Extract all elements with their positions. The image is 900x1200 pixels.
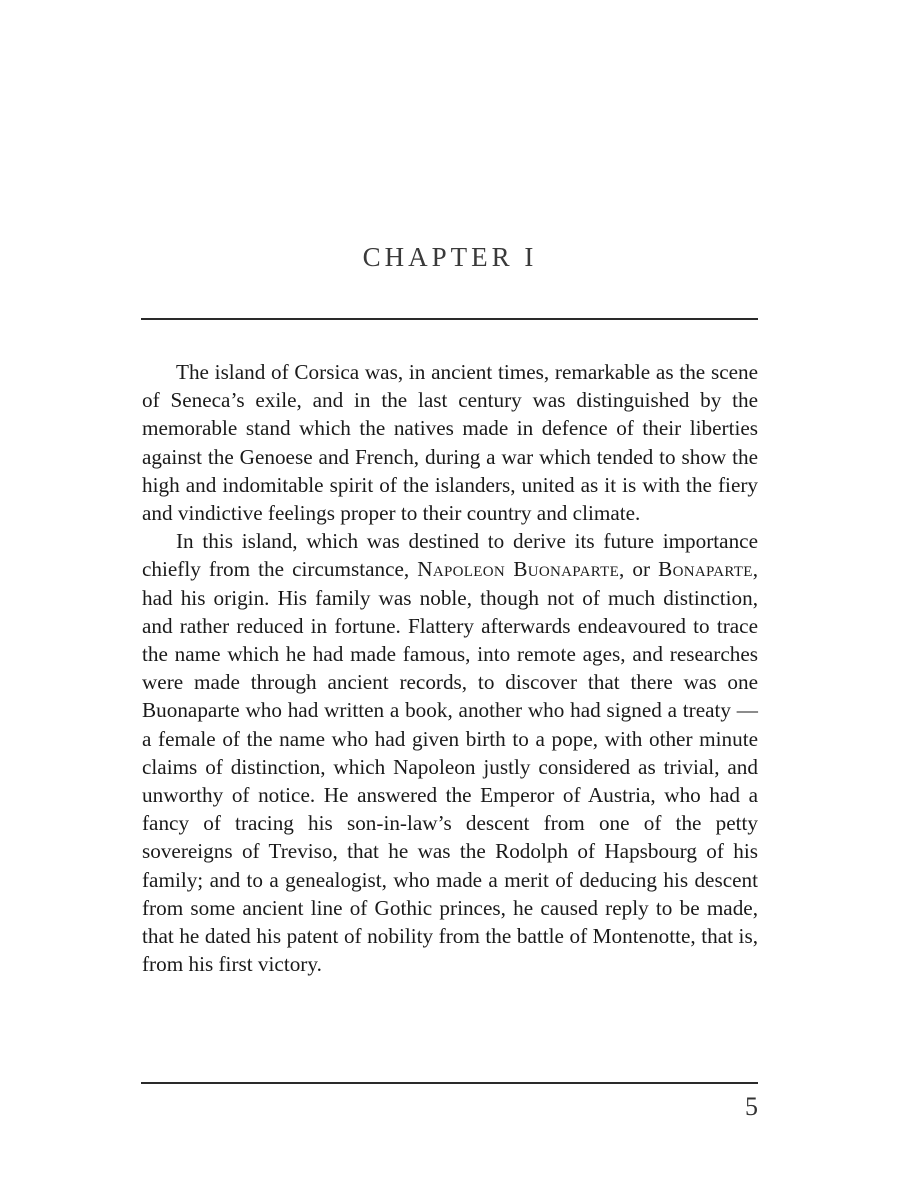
paragraph-2-text-b: , or [619, 557, 659, 582]
chapter-title: CHAPTER I [362, 242, 538, 272]
top-divider-rule [141, 318, 758, 320]
paragraph-2-text-c: , had his origin. His family was noble, though not of much distinction, and rather reduced in fortune. Flattery afterwards endeavoured to trace the name which he had made famous, into remote ages, and researches were made through ancient records, to discover that there was one Buonaparte who had written a book, another who had signed a treaty — a female of the name who had given birth to a pope, with other minute claims of distinction, which Napoleon justly considered as trivial, and unworthy of notice. He answered the Emperor of Austria, who had a fancy of tracing his son-in-law’s descent from one of the petty sovereigns of Treviso, that he was the Rodolph of Hapsbourg of his family; and to a genealogist, who made a merit of deducing his descent from some ancient line of Gothic princes, he caused reply to be made, that he dated his patent of nobility from the battle of Montenotte, that is, from his first victory. [142, 557, 758, 977]
paragraph-2 [142, 527, 758, 978]
name-bonaparte: Bonaparte [658, 557, 753, 582]
paragraph-1 [142, 358, 758, 527]
paragraph-1-text: The island of Corsica was, in ancient times, remarkable as the scene of Seneca’s exile, and in the last century was distinguished by the memorable stand which the natives made in defence of their liberties against the Genoese and French, during a war which tended to show the high and indomitable spirit of the islanders, united as it is with the fiery and vindictive feelings proper to their country and climate. [142, 360, 758, 526]
bottom-divider-rule [141, 1082, 758, 1084]
name-napoleon-buonaparte: Napoleon Buonaparte [417, 557, 620, 582]
paragraph-2-text-a: In this island, which was destined to derive its future importance chiefly from the circumstance, [142, 529, 758, 582]
page-number: 5 [745, 1092, 758, 1121]
chapter-body-text [142, 358, 758, 978]
